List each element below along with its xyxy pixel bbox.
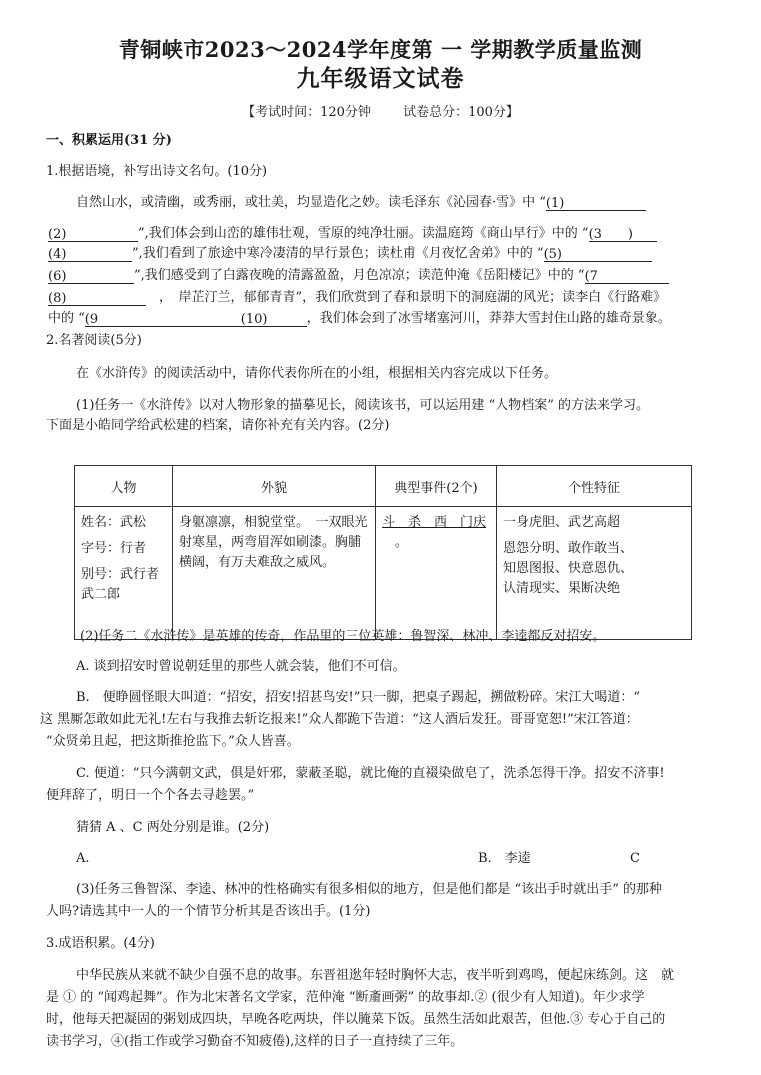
q2-prompt: 2.名著阅读(5分) xyxy=(46,333,142,348)
answer-blank[interactable] xyxy=(589,227,657,242)
answer-blank[interactable] xyxy=(48,227,138,242)
answer-blank[interactable] xyxy=(48,269,134,284)
blank-close: ) xyxy=(627,227,633,242)
table-header: 外貌 xyxy=(173,466,376,507)
q2-task3-line2: 人吗?请选其中一人的一个情节分析其是否该出手。(1分) xyxy=(46,904,371,919)
table-header: 个性特征 xyxy=(497,466,692,507)
blank-number: (10) xyxy=(240,312,268,327)
q2-task2-prompt: (2)任务二《水浒传》是英雄的传奇，作品里的三位英雄：鲁智深、林冲、李逵都反对招安。 xyxy=(80,629,606,644)
q3-prompt: 3.成语积累。(4分) xyxy=(46,936,155,951)
exam-subtitle: 九年级语文试卷 xyxy=(296,65,465,92)
q1-line-2 xyxy=(48,226,657,242)
option-a: A. 谈到招安时曾说朝廷里的那些人就会装，他们不可信。 xyxy=(76,659,406,674)
trait-text: 知恩图报、快意恩仇、 xyxy=(503,561,634,576)
answer-b: B. 李逵 xyxy=(478,851,531,866)
trait-text: 恩怨分明、敢作敢当、 xyxy=(503,541,634,556)
q1-prompt: 1.根据语境，补写出诗文名句。(10分) xyxy=(46,164,268,179)
blank-number: (2) xyxy=(48,227,67,242)
q3-line3: 时，他每天把凝固的粥划成四块，早晚各吃两块，伴以腌菜下饭。虽然生活如此艰苦，但他.③ 专心于自己的 xyxy=(46,1012,666,1027)
appearance-text: 横阔，有万夫难敌之威风。 xyxy=(179,555,336,570)
person-cell xyxy=(75,507,173,640)
q1-text: 中的 “ xyxy=(48,311,85,326)
q3-line1: 中华民族从来就不缺少自强不息的故事。东晋祖逖年轻时胸怀大志，夜半听到鸡鸣，便起床练剑。这 就 xyxy=(76,968,675,983)
exam-info xyxy=(0,101,761,120)
option-c-line2: 便拜辞了，明日一个个各去寻趁罢。” xyxy=(46,788,255,803)
table-header: 人物 xyxy=(75,466,173,507)
character-archive-table xyxy=(74,465,692,640)
person-courtesy-name: 字号：行者 xyxy=(81,541,147,556)
q1-line-4 xyxy=(48,268,669,284)
person-alias: 别号：武行者 xyxy=(81,567,160,582)
option-c-line1: C. 便道：“只今满朝文武，俱是奸邪，蒙蔽圣聪，就比俺的直裰染做皂了，洗杀怎得干净。招安不济事! xyxy=(76,766,665,781)
q1-text: ”,我们体会到山峦的雄伟壮观，雪原的纯净壮丽。读温庭筠《商山早行》中的 “ xyxy=(138,226,589,241)
option-b-line2: 这 黑厮怎敢如此无礼!左右与我推去斩讫报来!”众人都跪下告道：“这人酒后发狂。哥哥宽恕!”宋江答道： xyxy=(40,712,639,727)
blank-number: (8) xyxy=(48,291,67,306)
q1-text: ”,我们感受到了白露夜晚的清露盈盈，月色凉凉；读范仲淹《岳阳楼记》中的 “ xyxy=(134,268,585,283)
blank-number: (4) xyxy=(48,247,67,262)
blank-number: (1) xyxy=(545,196,565,211)
answer-blank[interactable] xyxy=(48,291,146,306)
q2-task1-line1: (1)任务一《水浒传》以对人物形象的描摹见长，阅读该书，可以运用建 “人物档案” 的方法来学习。 xyxy=(76,398,649,413)
event-text: 斗 杀 西 门庆 xyxy=(382,515,487,530)
person-name: 姓名：武松 xyxy=(81,515,147,530)
answer-a[interactable]: A. xyxy=(76,851,90,866)
option-b-line3: “众贤弟且起，把这斯推抢监下。”众人皆喜。 xyxy=(46,734,300,749)
q1-text: ”,我们看到了旅途中寒冷凄清的早行景色；读杜甫《月夜忆舍弟》中的 “ xyxy=(132,246,544,261)
q2-task3-line1: (3)任务三鲁智深、李逵、林冲的性格确实有很多相似的地方，但是他们都是 “该出手时就出手” 的那种 xyxy=(76,882,662,897)
total-score: 试卷总分：100分】 xyxy=(403,105,519,120)
answer-blank[interactable] xyxy=(48,247,132,262)
q2-intro: 在《水浒传》的阅读活动中，请你代表你所在的小组，根据相关内容完成以下任务。 xyxy=(76,366,558,381)
trait-text: 一身虎胆、武艺高超 xyxy=(503,515,621,530)
q1-line-3 xyxy=(48,246,652,262)
blank-number: (3 xyxy=(588,227,602,242)
table-row xyxy=(75,507,692,640)
appearance-cell xyxy=(173,507,376,640)
events-cell[interactable] xyxy=(376,507,497,640)
table-header: 典型事件(2个) xyxy=(376,466,497,507)
appearance-text: 射寒星，两弯眉浑如刷漆。胸脯 xyxy=(179,535,362,550)
q3-line2: 是 ① 的 “闻鸡起舞”。作为北宋著名文学家，范仲淹 “断齑画粥” 的故事却.② (很少有人知道)。年少求学 xyxy=(46,990,645,1005)
q1-line-1 xyxy=(76,195,646,211)
answer-blank[interactable] xyxy=(544,247,652,262)
appearance-text: 身躯凛凛，相貌堂堂。 一双眼光 xyxy=(179,515,368,530)
q3-line4: 读书学习，④(指工作或学习勤奋不知疲倦),这样的日子一直持续了三年。 xyxy=(46,1034,464,1049)
section-heading: 一、积累运用(31 分) xyxy=(46,133,172,148)
table-header-row xyxy=(75,466,692,507)
blank-number: (5) xyxy=(543,247,562,262)
q1-text: 自然山水，或清幽，或秀丽，或壮美，均显造化之妙。读毛泽东《沁园春·雪》中 “ xyxy=(76,195,546,210)
q1-text: 岸芷汀兰，郁郁青青”，我们欣赏到了春和景明下的洞庭湖的风光；读李白《行路难》 xyxy=(178,290,667,305)
exam-time: 【考试时间：120分钟 xyxy=(242,105,371,120)
event-blank: 。 xyxy=(382,535,409,550)
blank-number: (7 xyxy=(584,269,598,284)
answer-blank[interactable] xyxy=(585,269,669,284)
answer-blank[interactable] xyxy=(546,196,646,211)
q1-line-6 xyxy=(48,311,671,327)
guess-prompt: 猜猜 A 、C 两处分别是谁。(2分) xyxy=(76,820,270,835)
q2-task1-line2: 下面是小皓同学给武松建的档案，请你补充有关内容。(2分) xyxy=(46,418,390,433)
person-alias-2: 武二郎 xyxy=(81,587,121,602)
blank-number: (6) xyxy=(48,269,67,284)
traits-cell xyxy=(497,507,692,640)
blank-number: (9 xyxy=(84,312,99,327)
answer-blank[interactable] xyxy=(241,312,307,327)
exam-title: 青铜峡市2023～2024学年度第 一 学期教学质量监测 xyxy=(118,37,643,62)
answer-blank[interactable] xyxy=(85,312,241,327)
q1-text: ，我们体会到了冰雪堵塞河川，莽莽大雪封住山路的雄奇景象。 xyxy=(306,311,671,326)
answer-c[interactable]: C xyxy=(630,851,640,866)
q1-line-5: (8) ， 岸芷汀兰，郁郁青青”，我们欣赏到了春和景明下的洞庭湖的风光；读李白《行路难》 xyxy=(48,290,667,306)
option-b-line1: B. 便睁圆怪眼大叫道：“招安，招安!招甚鸟安!”只一脚，把桌子踢起，搠做粉碎。宋江大喝道：“ xyxy=(76,690,641,705)
trait-text: 认清现实、果断决绝 xyxy=(503,581,621,596)
